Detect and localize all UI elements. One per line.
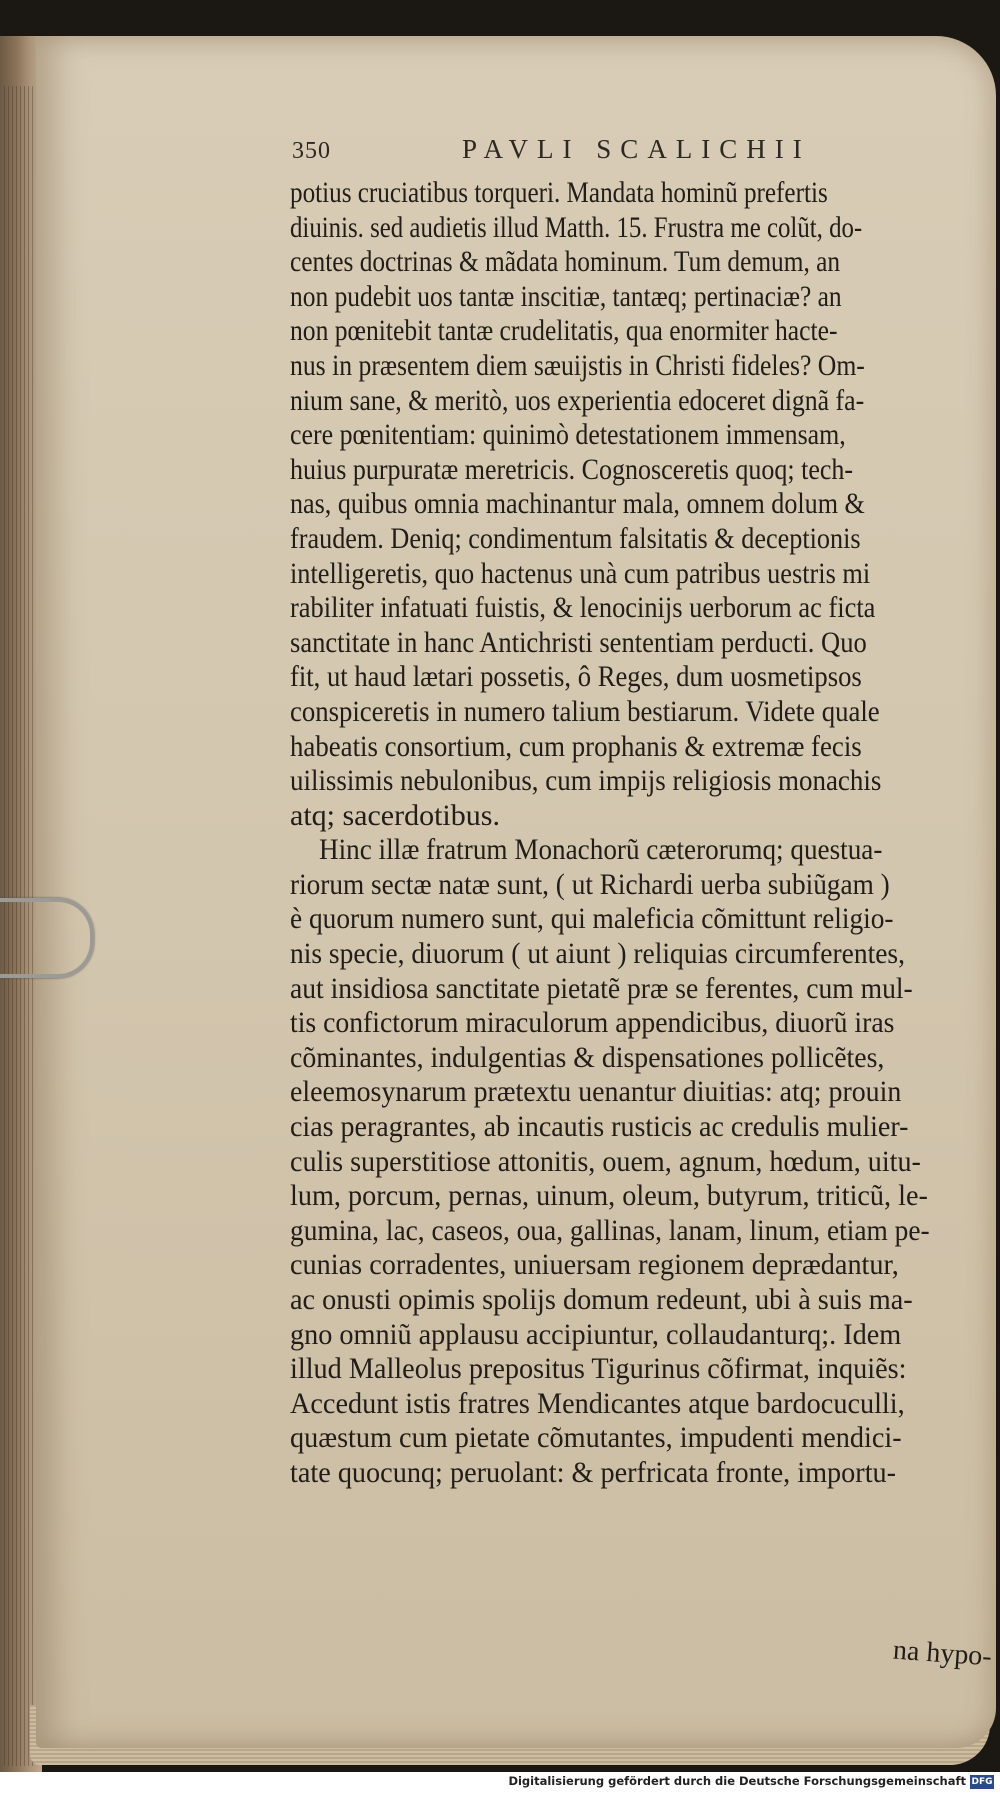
text-line: tis confictorum miraculorum appendicibus, diuorũ iras (290, 1006, 895, 1040)
text-line: cere pœnitentiam: quinimò detestationem immensam, (290, 418, 846, 452)
text-line: cõminantes, indulgentias & dispensationes pollicẽtes, (290, 1040, 885, 1074)
text-line: nas, quibus omnia machinantur mala, omnem dolum & (290, 487, 865, 521)
text-line: potius cruciatibus torqueri. Mandata hominũ prefertis (290, 176, 828, 209)
text-line: sanctitate in hanc Antichristi sententiam perducti. Quo (290, 625, 867, 659)
text-line: tate quocunq; peruolant: & perfricata fronte, importu- (290, 1455, 897, 1489)
text-line: eleemosynarum prætextu uenantur diuitias: atq; prouin (290, 1075, 902, 1109)
text-line: Hinc illæ fratrum Monachorũ cæterorumq; questua- (318, 833, 883, 867)
text-line: Accedunt istis fratres Mendicantes atque bardocuculli, (290, 1386, 905, 1420)
text-line: non pœnitebit tantæ crudelitatis, qua enormiter hacte- (290, 314, 838, 348)
body-text (290, 176, 970, 1491)
text-line: nis specie, diuorum ( ut aiunt ) reliquias circumferentes, (290, 937, 905, 971)
text-line: huius purpuratæ meretricis. Cognosceretis quoq; tech- (290, 452, 854, 486)
text-line: nium sane, & meritò, uos experientia edoceret dignã fa- (290, 383, 865, 417)
text-line: atq; sacerdotibus. (290, 798, 500, 832)
text-line: è quorum numero sunt, qui maleficia cõmittunt religio- (290, 902, 894, 936)
text-line: illud Malleolus prepositus Tigurinus cõfirmat, inquiẽs: (290, 1352, 907, 1386)
text-line: riorum sectæ natæ sunt, ( ut Richardi uerba subiũgam ) (290, 867, 890, 901)
funding-credit: Digitalisierung gefördert durch die Deutsche Forschungsgemeinschaft (508, 1774, 966, 1788)
text-line: lum, porcum, pernas, uinum, oleum, butyrum, triticũ, le- (290, 1179, 928, 1213)
dfg-logo: DFG (971, 1777, 993, 1787)
catchword: na hypo- (892, 1634, 993, 1673)
text-line: fraudem. Deniq; condimentum falsitatis & deceptionis (290, 521, 861, 555)
text-line: rabiliter infatuati fuistis, & lenocinijs uerborum ac ficta (290, 591, 876, 625)
text-line: non pudebit uos tantæ inscitiæ, tantæq; pertinaciæ? an (290, 279, 842, 313)
text-line: diuinis. sed audietis illud Matth. 15. Frustra me colũt, do- (290, 210, 863, 244)
text-line: uilissimis nebulonibus, cum impijs religiosis monachis (290, 764, 882, 798)
page-header (292, 132, 852, 172)
text-line: cunias corradentes, uniuersam regionem deprædantur, (290, 1248, 899, 1282)
text-line: ac onusti opimis spolijs domum redeunt, ubi à suis ma- (290, 1283, 913, 1316)
running-title: PAVLI SCALICHII (462, 134, 811, 164)
text-line: cias peragrantes, ab incautis rusticis ac credulis mulier- (290, 1110, 909, 1144)
page-number: 350 (292, 138, 331, 164)
text-line: habeatis consortium, cum prophanis & extremæ fecis (290, 729, 862, 763)
text-line: conspiceretis in numero talium bestiarum. Videte quale (290, 694, 880, 728)
text-line: aut insidiosa sanctitate pietatẽ præ se ferentes, cum mul- (290, 971, 913, 1005)
text-line: gno omniũ applausu accipiuntur, collaudanturq;. Idem (290, 1317, 902, 1351)
text-line: culis superstitiose attonitis, ouem, agnum, hœdum, uitu- (290, 1144, 921, 1178)
page-clip (0, 898, 94, 978)
digitization-footer (0, 1772, 1000, 1793)
text-line: quæstum cum pietate cõmutantes, impudenti mendici- (290, 1421, 902, 1455)
text-line: intelligeretis, quo hactenus unà cum patribus uestris mi (290, 556, 871, 590)
text-line: fit, ut haud lætari possetis, ô Reges, dum uosmetipsos (290, 660, 862, 694)
text-line: centes doctrinas & mãdata hominum. Tum demum, an (290, 245, 841, 279)
text-line: gumina, lac, caseos, oua, gallinas, lanam, linum, etiam pe- (290, 1213, 930, 1247)
text-line: nus in præsentem diem sæuijstis in Christi fideles? Om- (290, 348, 865, 382)
